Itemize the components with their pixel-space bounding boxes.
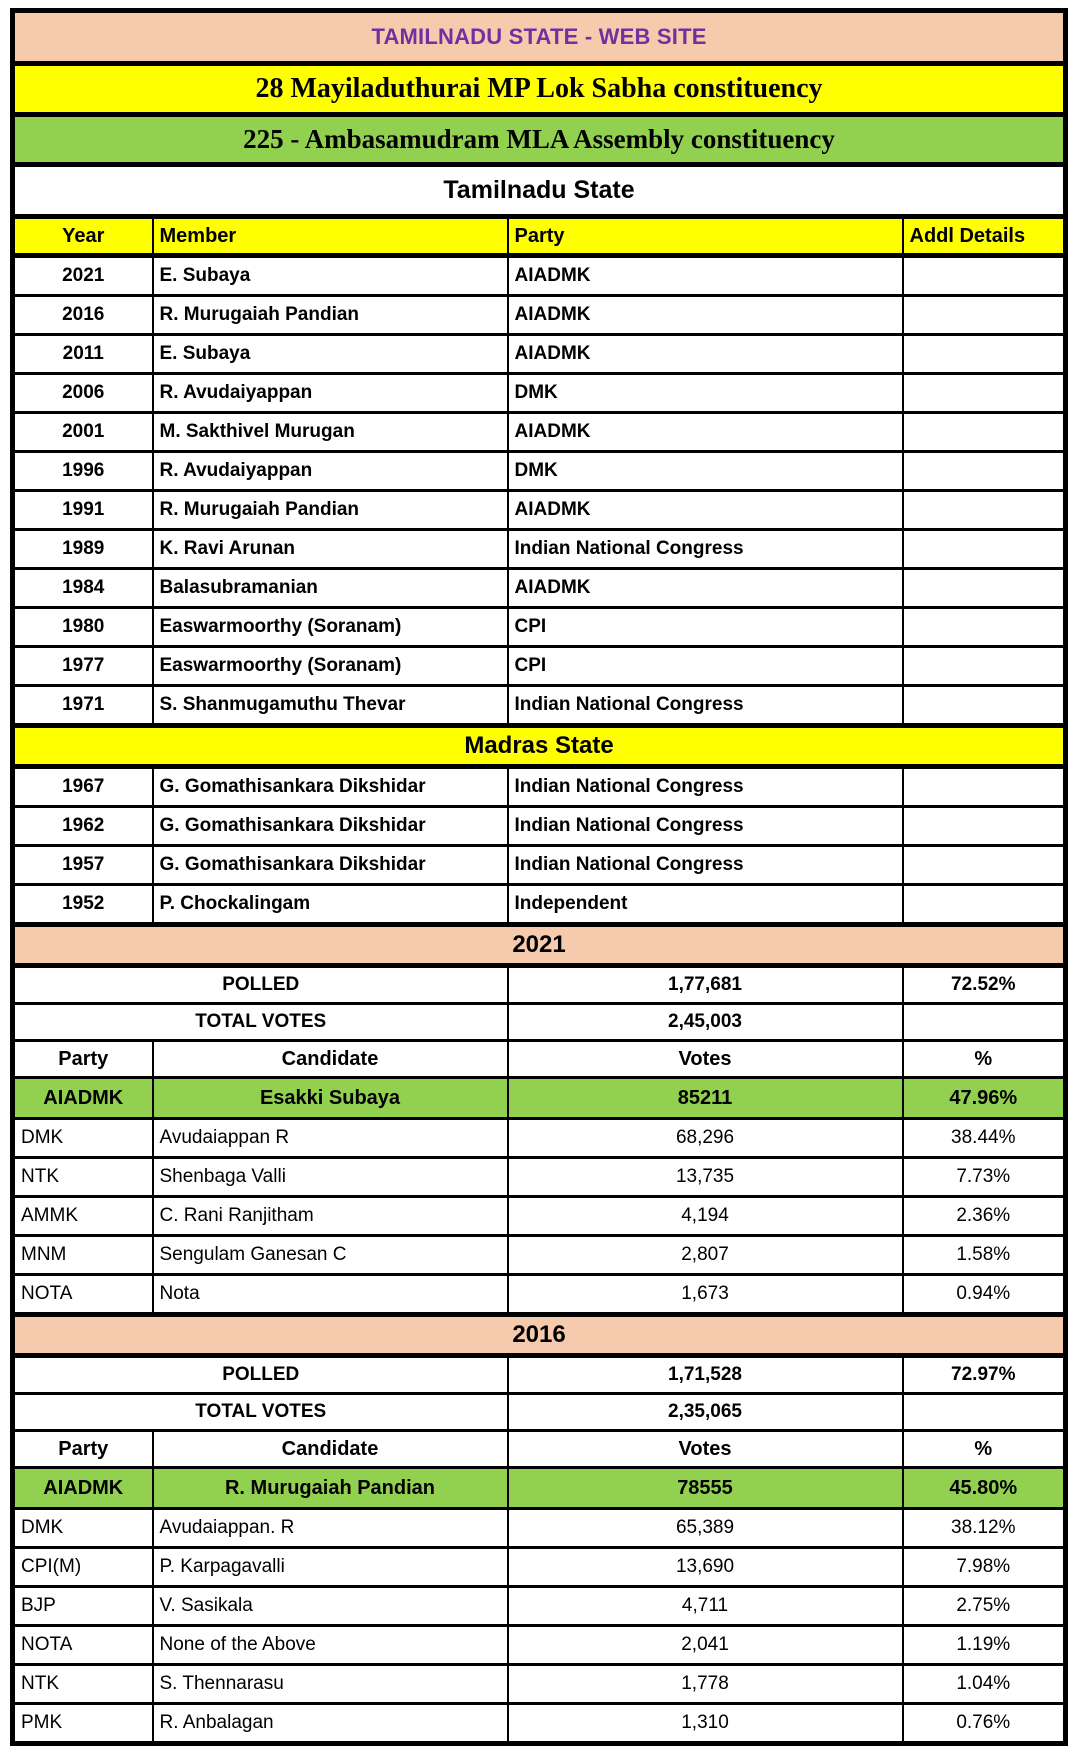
result-votes: 13,735 — [508, 1158, 903, 1197]
result-percent: 0.76% — [903, 1704, 1066, 1744]
member-party: CPI — [508, 647, 903, 686]
total-votes-value: 2,35,065 — [508, 1394, 903, 1431]
member-row-1980 — [13, 608, 1066, 647]
col-member: Member — [153, 217, 508, 256]
result-party: NOTA — [13, 1275, 153, 1315]
results-header-row-2021 — [13, 1041, 1066, 1078]
result-row — [13, 1548, 1066, 1587]
member-addl — [903, 374, 1066, 413]
result-candidate: P. Karpagavalli — [153, 1548, 508, 1587]
member-year: 1984 — [13, 569, 153, 608]
member-year: 1989 — [13, 530, 153, 569]
polled-value: 1,71,528 — [508, 1356, 903, 1394]
result-votes: 65,389 — [508, 1509, 903, 1548]
result-percent: 1.19% — [903, 1626, 1066, 1665]
member-row-1971 — [13, 686, 1066, 726]
member-year: 1991 — [13, 491, 153, 530]
polled-label: POLLED — [13, 1356, 508, 1394]
member-row-1962 — [13, 807, 1066, 846]
member-party: Indian National Congress — [508, 686, 903, 726]
member-row-1967 — [13, 767, 1066, 807]
result-percent: 38.44% — [903, 1119, 1066, 1158]
member-addl — [903, 767, 1066, 807]
result-row — [13, 1704, 1066, 1744]
result-votes: 1,673 — [508, 1275, 903, 1315]
result-candidate: Nota — [153, 1275, 508, 1315]
member-name: G. Gomathisankara Dikshidar — [153, 767, 508, 807]
result-votes: 13,690 — [508, 1548, 903, 1587]
winner-row-2021 — [13, 1078, 1066, 1119]
result-row — [13, 1158, 1066, 1197]
result-votes: 1,310 — [508, 1704, 903, 1744]
member-addl — [903, 530, 1066, 569]
member-addl — [903, 885, 1066, 925]
member-row-1952 — [13, 885, 1066, 925]
total-votes-label: TOTAL VOTES — [13, 1004, 508, 1041]
winner-party: AIADMK — [13, 1078, 153, 1119]
member-addl — [903, 335, 1066, 374]
result-percent: 0.94% — [903, 1275, 1066, 1315]
member-row-1984 — [13, 569, 1066, 608]
member-name: R. Avudaiyappan — [153, 374, 508, 413]
member-name: P. Chockalingam — [153, 885, 508, 925]
mp-constituency-title: 28 Mayiladuthurai MP Lok Sabha constituency — [13, 64, 1066, 115]
member-name: Easwarmoorthy (Soranam) — [153, 608, 508, 647]
result-percent: 1.58% — [903, 1236, 1066, 1275]
member-row-1989 — [13, 530, 1066, 569]
member-name: G. Gomathisankara Dikshidar — [153, 807, 508, 846]
member-name: S. Shanmugamuthu Thevar — [153, 686, 508, 726]
member-party: Indian National Congress — [508, 807, 903, 846]
member-party: DMK — [508, 374, 903, 413]
result-party: MNM — [13, 1236, 153, 1275]
result-votes: 2,807 — [508, 1236, 903, 1275]
result-percent: 38.12% — [903, 1509, 1066, 1548]
result-row — [13, 1236, 1066, 1275]
result-percent: 7.73% — [903, 1158, 1066, 1197]
members-header-row — [13, 217, 1066, 256]
result-candidate: Avudaiappan. R — [153, 1509, 508, 1548]
winner-candidate: R. Murugaiah Pandian — [153, 1468, 508, 1509]
election-year-label: 2021 — [13, 925, 1066, 966]
member-year: 1996 — [13, 452, 153, 491]
madras-state-band — [13, 726, 1066, 767]
winner-percent: 45.80% — [903, 1468, 1066, 1509]
col-year: Year — [13, 217, 153, 256]
state-section-title: Tamilnadu State — [13, 165, 1066, 217]
polled-value: 1,77,681 — [508, 966, 903, 1004]
member-addl — [903, 413, 1066, 452]
col-votes: Votes — [508, 1041, 903, 1078]
member-addl — [903, 491, 1066, 530]
polled-label: POLLED — [13, 966, 508, 1004]
result-votes: 2,041 — [508, 1626, 903, 1665]
result-party: BJP — [13, 1587, 153, 1626]
polled-percent: 72.97% — [903, 1356, 1066, 1394]
member-party: DMK — [508, 452, 903, 491]
polled-row-2016 — [13, 1356, 1066, 1394]
member-name: R. Avudaiyappan — [153, 452, 508, 491]
result-row — [13, 1587, 1066, 1626]
member-addl — [903, 686, 1066, 726]
result-candidate: R. Anbalagan — [153, 1704, 508, 1744]
result-votes: 1,778 — [508, 1665, 903, 1704]
member-row-2016 — [13, 296, 1066, 335]
result-party: AMMK — [13, 1197, 153, 1236]
total-votes-row-2021 — [13, 1004, 1066, 1041]
member-party: AIADMK — [508, 256, 903, 296]
member-year: 2011 — [13, 335, 153, 374]
site-title: TAMILNADU STATE - WEB SITE — [13, 11, 1066, 64]
member-year: 2016 — [13, 296, 153, 335]
result-candidate: Avudaiappan R — [153, 1119, 508, 1158]
member-addl — [903, 608, 1066, 647]
mla-constituency-band — [13, 115, 1066, 165]
madras-section-title: Madras State — [13, 726, 1066, 767]
member-addl — [903, 452, 1066, 491]
result-candidate: Shenbaga Valli — [153, 1158, 508, 1197]
member-row-2011 — [13, 335, 1066, 374]
member-addl — [903, 647, 1066, 686]
member-party: AIADMK — [508, 335, 903, 374]
result-row — [13, 1626, 1066, 1665]
member-addl — [903, 807, 1066, 846]
member-name: M. Sakthivel Murugan — [153, 413, 508, 452]
col-votes: Votes — [508, 1431, 903, 1468]
member-party: AIADMK — [508, 296, 903, 335]
member-addl — [903, 846, 1066, 885]
member-name: Easwarmoorthy (Soranam) — [153, 647, 508, 686]
col-addl-details: Addl Details — [903, 217, 1066, 256]
col-percent: % — [903, 1431, 1066, 1468]
member-party: AIADMK — [508, 491, 903, 530]
election-year-band-2016 — [13, 1315, 1066, 1356]
polled-row-2021 — [13, 966, 1066, 1004]
total-votes-label: TOTAL VOTES — [13, 1394, 508, 1431]
member-party: CPI — [508, 608, 903, 647]
result-row — [13, 1119, 1066, 1158]
col-percent: % — [903, 1041, 1066, 1078]
site-title-band — [13, 11, 1066, 64]
result-votes: 68,296 — [508, 1119, 903, 1158]
result-party: NOTA — [13, 1626, 153, 1665]
result-candidate: None of the Above — [153, 1626, 508, 1665]
member-year: 1952 — [13, 885, 153, 925]
winner-percent: 47.96% — [903, 1078, 1066, 1119]
member-name: R. Murugaiah Pandian — [153, 296, 508, 335]
election-year-band-2021 — [13, 925, 1066, 966]
result-percent: 1.04% — [903, 1665, 1066, 1704]
mla-constituency-title: 225 - Ambasamudram MLA Assembly constituency — [13, 115, 1066, 165]
result-candidate: V. Sasikala — [153, 1587, 508, 1626]
result-row — [13, 1509, 1066, 1548]
member-year: 2006 — [13, 374, 153, 413]
winner-row-2016 — [13, 1468, 1066, 1509]
result-party: PMK — [13, 1704, 153, 1744]
result-votes: 4,711 — [508, 1587, 903, 1626]
result-party: NTK — [13, 1665, 153, 1704]
member-party: AIADMK — [508, 569, 903, 608]
member-name: R. Murugaiah Pandian — [153, 491, 508, 530]
member-year: 1977 — [13, 647, 153, 686]
result-row — [13, 1197, 1066, 1236]
col-candidate: Candidate — [153, 1041, 508, 1078]
total-votes-row-2016 — [13, 1394, 1066, 1431]
member-name: K. Ravi Arunan — [153, 530, 508, 569]
result-candidate: S. Thennarasu — [153, 1665, 508, 1704]
result-party: DMK — [13, 1119, 153, 1158]
member-row-2021 — [13, 256, 1066, 296]
tamilnadu-state-band — [13, 165, 1066, 217]
member-row-2006 — [13, 374, 1066, 413]
results-header-row-2016 — [13, 1431, 1066, 1468]
member-year: 1980 — [13, 608, 153, 647]
winner-votes: 85211 — [508, 1078, 903, 1119]
result-candidate: Sengulam Ganesan C — [153, 1236, 508, 1275]
winner-party: AIADMK — [13, 1468, 153, 1509]
member-year: 1962 — [13, 807, 153, 846]
member-addl — [903, 296, 1066, 335]
member-name: G. Gomathisankara Dikshidar — [153, 846, 508, 885]
member-addl — [903, 256, 1066, 296]
total-votes-percent — [903, 1004, 1066, 1041]
member-row-1996 — [13, 452, 1066, 491]
col-party: Party — [13, 1431, 153, 1468]
member-year: 1971 — [13, 686, 153, 726]
total-votes-percent — [903, 1394, 1066, 1431]
constituency-table — [10, 8, 1068, 1746]
result-row — [13, 1275, 1066, 1315]
member-row-1991 — [13, 491, 1066, 530]
col-party: Party — [508, 217, 903, 256]
polled-percent: 72.52% — [903, 966, 1066, 1004]
result-votes: 4,194 — [508, 1197, 903, 1236]
member-row-1977 — [13, 647, 1066, 686]
member-party: AIADMK — [508, 413, 903, 452]
member-name: Balasubramanian — [153, 569, 508, 608]
winner-votes: 78555 — [508, 1468, 903, 1509]
col-party: Party — [13, 1041, 153, 1078]
result-percent: 7.98% — [903, 1548, 1066, 1587]
member-row-2001 — [13, 413, 1066, 452]
total-votes-value: 2,45,003 — [508, 1004, 903, 1041]
result-candidate: C. Rani Ranjitham — [153, 1197, 508, 1236]
member-party: Independent — [508, 885, 903, 925]
winner-candidate: Esakki Subaya — [153, 1078, 508, 1119]
election-year-label: 2016 — [13, 1315, 1066, 1356]
result-row — [13, 1665, 1066, 1704]
member-year: 1967 — [13, 767, 153, 807]
member-party: Indian National Congress — [508, 846, 903, 885]
col-candidate: Candidate — [153, 1431, 508, 1468]
member-party: Indian National Congress — [508, 767, 903, 807]
member-addl — [903, 569, 1066, 608]
member-year: 1957 — [13, 846, 153, 885]
result-percent: 2.36% — [903, 1197, 1066, 1236]
member-year: 2001 — [13, 413, 153, 452]
member-name: E. Subaya — [153, 335, 508, 374]
member-row-1957 — [13, 846, 1066, 885]
mp-constituency-band — [13, 64, 1066, 115]
result-party: DMK — [13, 1509, 153, 1548]
member-year: 2021 — [13, 256, 153, 296]
member-party: Indian National Congress — [508, 530, 903, 569]
result-party: CPI(M) — [13, 1548, 153, 1587]
member-name: E. Subaya — [153, 256, 508, 296]
result-percent: 2.75% — [903, 1587, 1066, 1626]
result-party: NTK — [13, 1158, 153, 1197]
